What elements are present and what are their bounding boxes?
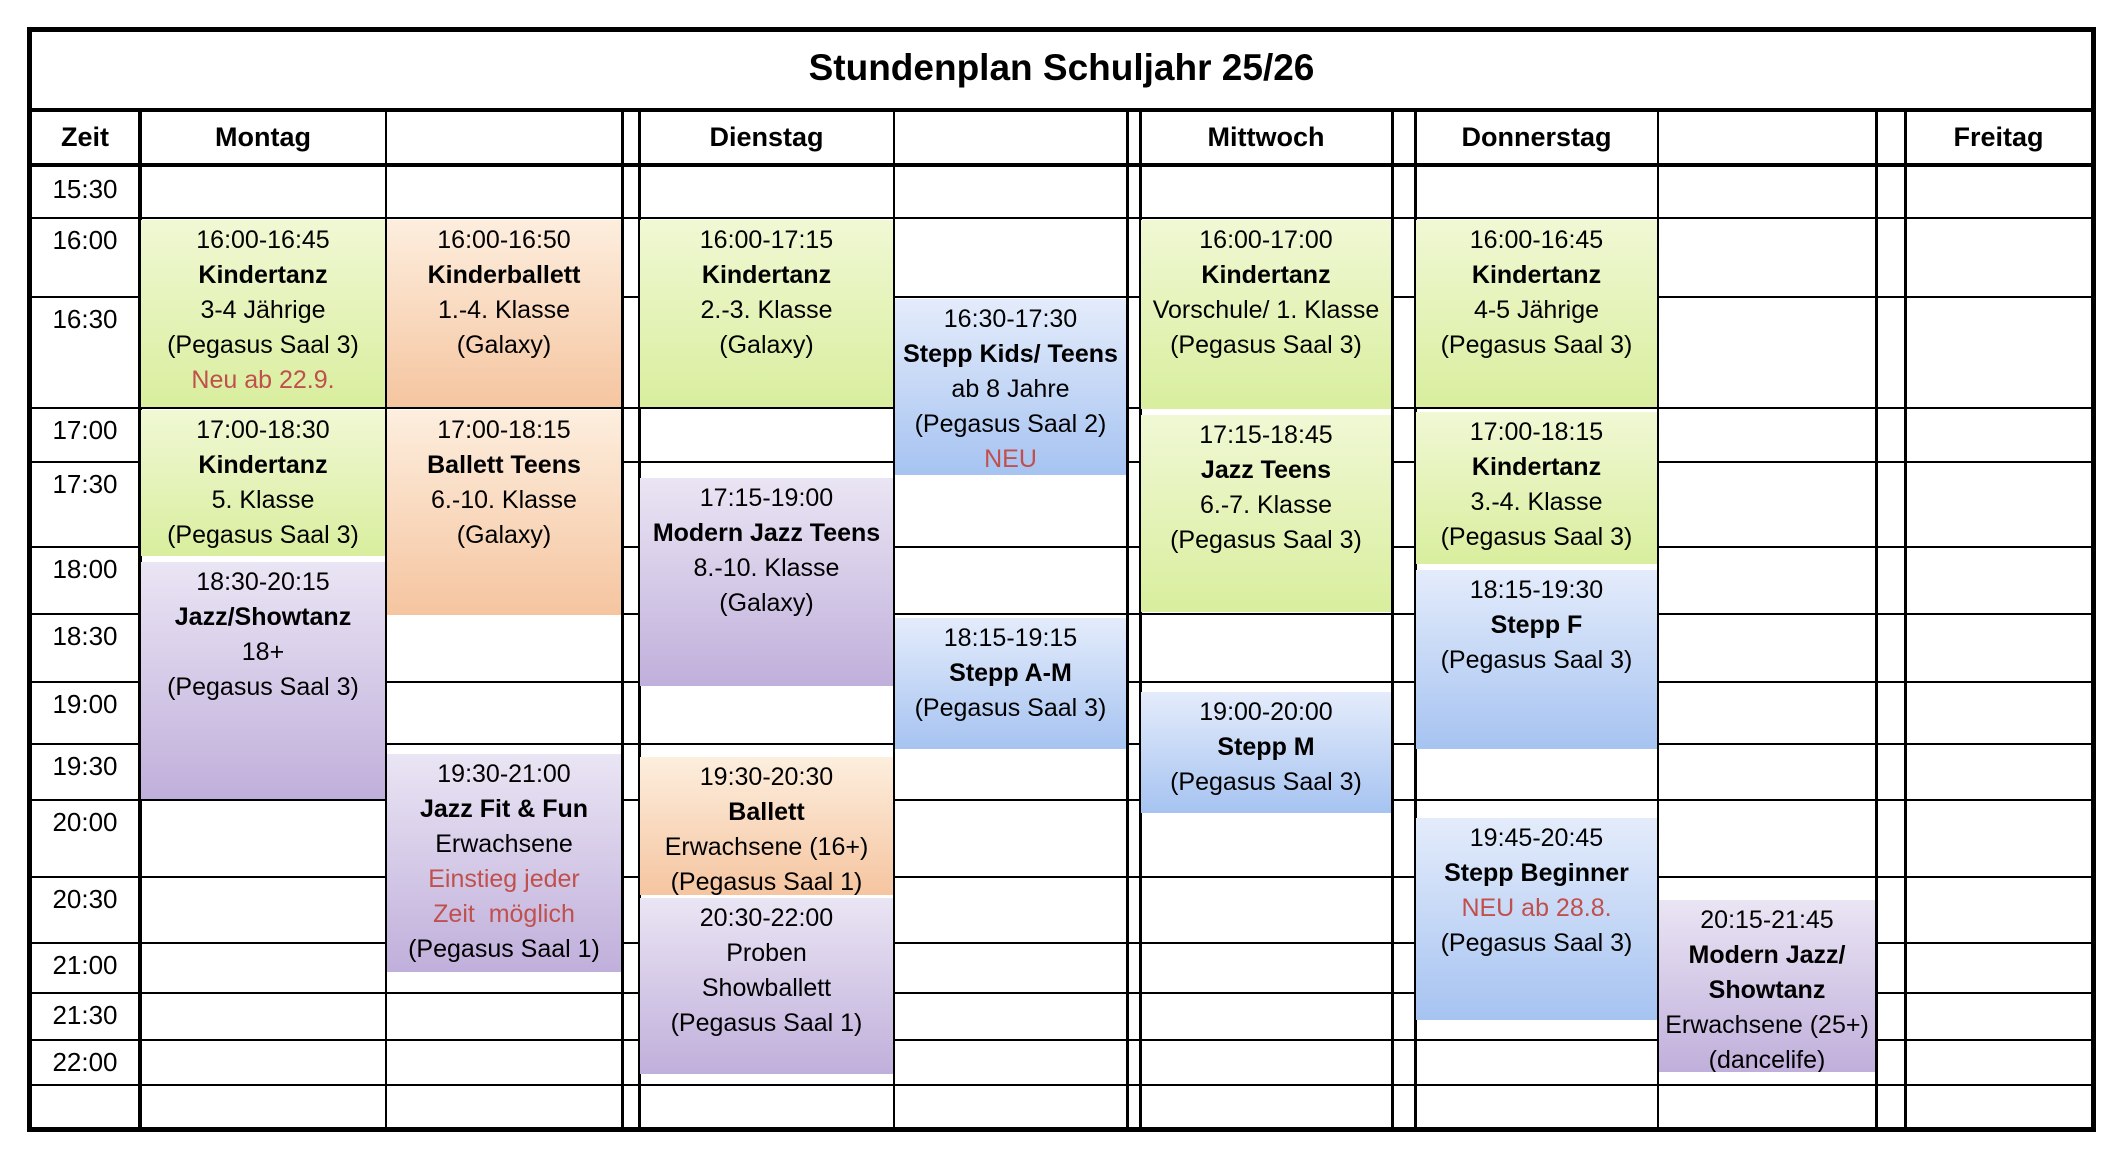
- event-mon-kinderballett: [387, 220, 621, 407]
- event-line: NEU ab 28.8.: [1461, 894, 1612, 922]
- event-line: (Pegasus Saal 3): [1170, 331, 1362, 359]
- event-line: (Pegasus Saal 3): [167, 331, 359, 359]
- event-line: (Pegasus Saal 3): [1440, 646, 1633, 674]
- event-line: Erwachsene (16+): [664, 833, 869, 861]
- event-mon-jazz-fit-fun: [387, 754, 621, 972]
- event-line: 18+: [241, 638, 285, 666]
- time-label: 17:00: [52, 415, 118, 445]
- column-header-mittwoch: Mittwoch: [1207, 122, 1325, 152]
- event-line: Stepp F: [1490, 611, 1583, 639]
- event-line: 19:00-20:00: [1199, 698, 1333, 726]
- event-line: Kindertanz: [198, 451, 328, 479]
- grid-line: [30, 799, 2092, 801]
- grid-line: [1875, 108, 1878, 1132]
- time-label: 18:00: [52, 554, 118, 584]
- event-line: Kindertanz: [198, 261, 328, 289]
- event-thu-stepp-f: [1416, 570, 1657, 749]
- event-line: 4-5 Jährige: [1473, 296, 1600, 324]
- event-thu-stepp-beginner: [1416, 818, 1657, 1020]
- event-line: (Galaxy): [456, 521, 552, 549]
- time-label: 15:30: [52, 174, 118, 204]
- time-label: 19:30: [52, 751, 118, 781]
- event-line: (Pegasus Saal 3): [1440, 929, 1633, 957]
- event-mon-jazz-showtanz: [141, 562, 385, 799]
- event-line: Zeit möglich: [433, 900, 575, 928]
- event-line: 5. Klasse: [211, 486, 315, 514]
- grid-line: [1904, 108, 1907, 1132]
- event-line: (Pegasus Saal 3): [167, 673, 359, 701]
- event-line: Stepp Kids/ Teens: [903, 340, 1118, 368]
- event-line: (Pegasus Saal 1): [670, 868, 863, 895]
- event-line: (Pegasus Saal 3): [914, 694, 1107, 722]
- event-line: Stepp M: [1217, 733, 1315, 761]
- event-tue-stepp-kids-teens: [895, 299, 1126, 475]
- event-line: Jazz Fit & Fun: [419, 795, 589, 823]
- event-line: 18:15-19:30: [1469, 576, 1604, 604]
- grid-line: [30, 1084, 2092, 1086]
- event-wed-stepp-m: [1141, 692, 1391, 813]
- event-line: 17:15-18:45: [1199, 421, 1333, 449]
- event-mon-kindertanz-2: [141, 410, 385, 556]
- event-mon-ballett-teens: [387, 410, 621, 615]
- time-label: 21:00: [52, 950, 118, 980]
- event-line: (Pegasus Saal 1): [670, 1009, 863, 1037]
- event-line: Kindertanz: [701, 261, 832, 289]
- event-line: Kindertanz: [1201, 261, 1331, 289]
- event-line: Showballett: [701, 974, 832, 1002]
- event-line: Showtanz: [1708, 976, 1826, 1004]
- time-label: 20:00: [52, 807, 118, 837]
- event-line: 18:15-19:15: [943, 624, 1078, 652]
- event-line: (Pegasus Saal 3): [1440, 331, 1633, 359]
- event-line: Stepp Beginner: [1444, 859, 1629, 887]
- event-line: 19:45-20:45: [1469, 824, 1604, 852]
- event-line: 19:30-20:30: [699, 763, 834, 791]
- event-thu-modern-jazz-showtanz: [1659, 900, 1875, 1072]
- event-line: 20:30-22:00: [699, 904, 834, 932]
- event-line: Ballett Teens: [427, 451, 581, 479]
- grid-line: [30, 217, 2092, 219]
- event-line: Vorschule/ 1. Klasse: [1152, 296, 1380, 324]
- event-line: (Galaxy): [719, 589, 814, 617]
- time-label: 22:00: [52, 1047, 118, 1077]
- event-wed-kindertanz: [1141, 220, 1391, 409]
- column-header-freitag: Freitag: [1953, 122, 2044, 152]
- event-line: 3-4 Jährige: [200, 296, 326, 324]
- event-tue-modern-jazz-teens: [640, 478, 893, 686]
- event-wed-jazz-teens: [1141, 415, 1391, 612]
- event-line: (Pegasus Saal 3): [167, 521, 359, 549]
- time-label: 16:00: [52, 225, 118, 255]
- event-line: (Pegasus Saal 3): [1440, 523, 1633, 551]
- event-line: Kindertanz: [1471, 453, 1602, 481]
- event-line: Kinderballett: [427, 261, 581, 289]
- event-line: Kindertanz: [1471, 261, 1602, 289]
- event-line: Jazz Teens: [1200, 456, 1332, 484]
- event-line: 17:15-19:00: [699, 484, 834, 512]
- event-line: 6.-7. Klasse: [1199, 491, 1332, 519]
- event-line: 16:30-17:30: [943, 305, 1078, 333]
- time-label: 21:30: [52, 1000, 118, 1030]
- column-header-montag: Montag: [215, 122, 311, 152]
- event-line: 8.-10. Klasse: [693, 554, 840, 582]
- time-label: 18:30: [52, 621, 118, 651]
- event-line: 16:00-16:45: [196, 226, 330, 254]
- event-line: Erwachsene (25+): [1665, 1011, 1869, 1039]
- event-line: (dancelife): [1708, 1046, 1826, 1072]
- time-label: 20:30: [52, 884, 118, 914]
- grid-line: [1391, 108, 1394, 1132]
- time-label: 16:30: [52, 304, 118, 334]
- event-thu-kindertanz-2: [1416, 412, 1657, 564]
- event-line: 20:15-21:45: [1700, 906, 1834, 934]
- event-line: 16:00-17:00: [1199, 226, 1333, 254]
- event-line: 17:00-18:15: [437, 416, 571, 444]
- event-line: (Pegasus Saal 2): [914, 410, 1107, 438]
- event-tue-proben-showballett: [640, 898, 893, 1074]
- page-title: Stundenplan Schuljahr 25/26: [808, 46, 1315, 88]
- event-line: 6.-10. Klasse: [431, 486, 577, 514]
- event-line: 19:30-21:00: [437, 760, 571, 788]
- event-line: (Pegasus Saal 1): [408, 935, 600, 963]
- grid-line: [621, 108, 624, 1132]
- grid-line: [1126, 108, 1129, 1132]
- event-line: Modern Jazz Teens: [652, 519, 881, 547]
- event-line: 3.-4. Klasse: [1470, 488, 1603, 516]
- event-tue-stepp-a-m: [895, 618, 1126, 749]
- event-line: 18:30-20:15: [196, 568, 330, 596]
- event-line: (Pegasus Saal 3): [1170, 768, 1362, 796]
- column-header-zeit: Zeit: [60, 122, 109, 152]
- column-header-donnerstag: Donnerstag: [1461, 122, 1612, 152]
- event-line: 17:00-18:15: [1469, 418, 1604, 446]
- event-line: Einstieg jeder: [428, 865, 580, 893]
- event-line: 1.-4. Klasse: [437, 296, 570, 324]
- grid-line: [27, 108, 2096, 112]
- event-line: 16:00-17:15: [699, 226, 834, 254]
- event-line: Stepp A-M: [949, 659, 1072, 687]
- event-line: Erwachsene: [435, 830, 573, 858]
- event-line: 2.-3. Klasse: [700, 296, 833, 324]
- event-tue-kindertanz: [640, 220, 893, 407]
- event-line: Neu ab 22.9.: [191, 366, 335, 394]
- event-line: ab 8 Jahre: [951, 375, 1070, 403]
- grid-line: [27, 163, 2096, 167]
- time-label: 19:00: [52, 689, 118, 719]
- event-line: (Galaxy): [719, 331, 814, 359]
- time-label: 17:30: [52, 469, 118, 499]
- event-line: 16:00-16:50: [437, 226, 571, 254]
- event-line: (Galaxy): [456, 331, 552, 359]
- event-mon-kindertanz-1: [141, 220, 385, 407]
- event-line: Jazz/Showtanz: [174, 603, 352, 631]
- event-tue-ballett: [640, 757, 893, 895]
- event-line: (Pegasus Saal 3): [1170, 526, 1362, 554]
- event-line: 17:00-18:30: [196, 416, 330, 444]
- grid-line: [30, 876, 2092, 878]
- event-line: NEU: [984, 445, 1037, 473]
- event-thu-kindertanz-1: [1416, 220, 1657, 407]
- event-line: Modern Jazz/: [1688, 941, 1846, 969]
- event-line: Ballett: [728, 798, 805, 826]
- column-header-dienstag: Dienstag: [709, 122, 824, 152]
- event-line: 16:00-16:45: [1469, 226, 1604, 254]
- event-line: Proben: [726, 939, 807, 967]
